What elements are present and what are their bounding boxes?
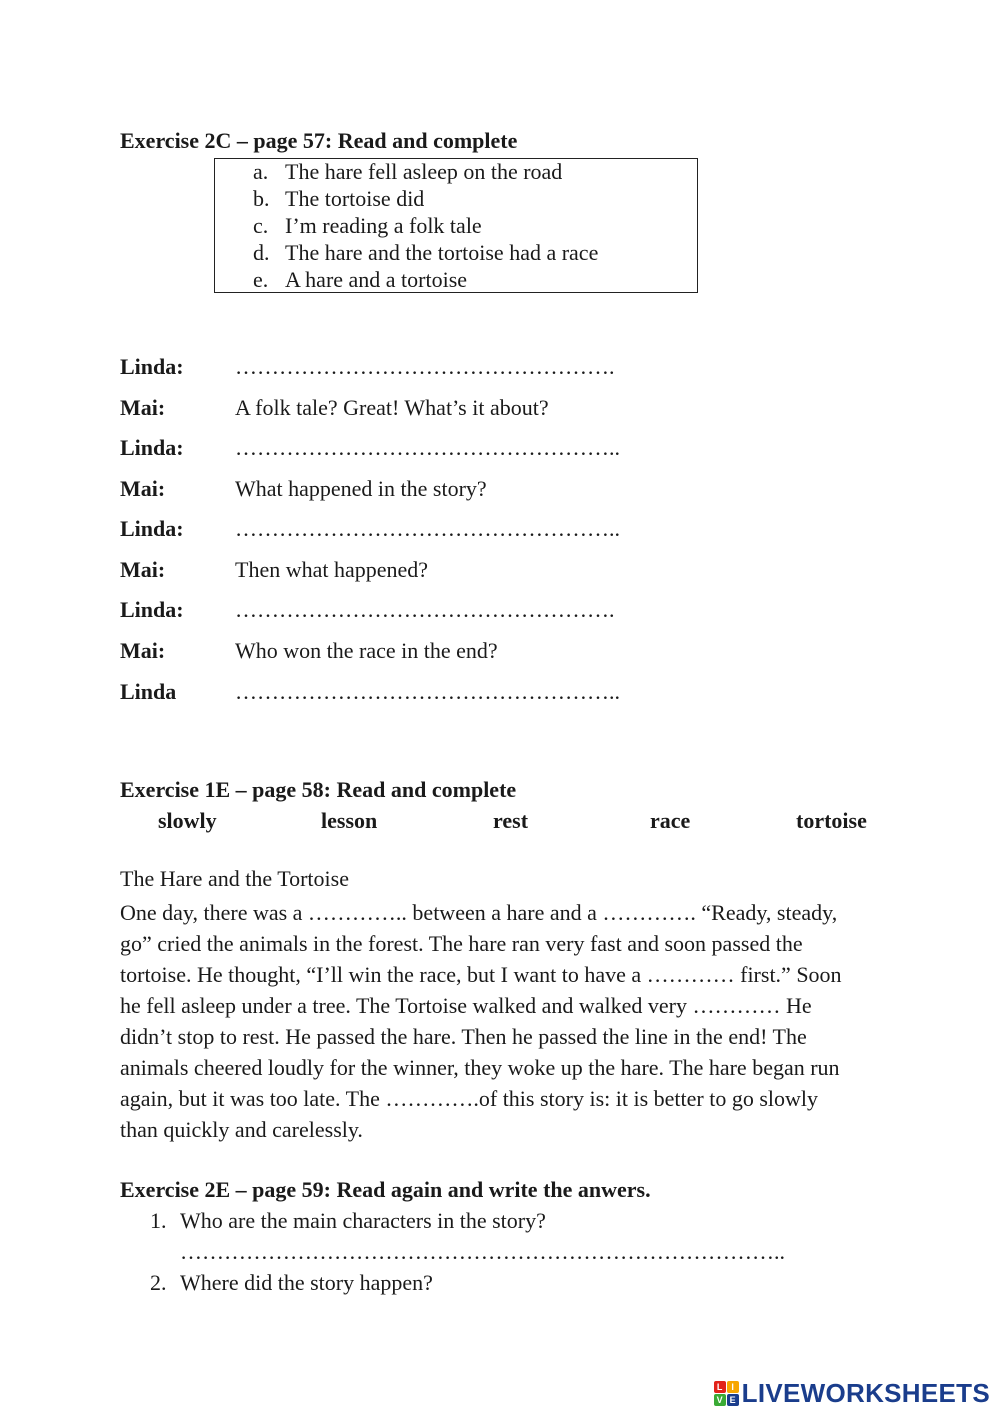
word-bank-item: rest [493, 808, 529, 833]
option-text: I’m reading a folk tale [285, 213, 482, 238]
word-bank-item: tortoise [796, 808, 867, 833]
option-e [253, 267, 467, 293]
story-line: One day, there was a ………….. between a hare and a …………. “Ready, steady, [120, 900, 838, 925]
option-c [253, 213, 482, 239]
logo-badge-icon [714, 1381, 739, 1406]
speaker-label: Mai: [120, 638, 166, 663]
option-a [253, 159, 562, 185]
option-text: A hare and a tortoise [285, 267, 468, 292]
answer-blank-2[interactable]: …………………………………………….. [235, 435, 620, 460]
option-text: The tortoise did [285, 186, 425, 211]
answer-blank-3[interactable]: …………………………………………….. [235, 516, 620, 541]
dialogue-line: What happened in the story? [235, 476, 487, 501]
story-line: animals cheered loudly for the winner, they woke up the hare. The hare began run [120, 1055, 840, 1080]
story-title: The Hare and the Tortoise [120, 866, 349, 891]
logo-badge-letter: I [727, 1381, 739, 1393]
answer-blank-q1[interactable]: ……………………………………………………………………….. [180, 1239, 785, 1264]
answer-blank-1[interactable]: ……………………………………………. [235, 354, 615, 379]
logo-badge-letter: L [714, 1381, 726, 1393]
speaker-label: Linda: [120, 597, 184, 622]
word-bank-item: race [650, 808, 691, 833]
logo-badge-letter: E [727, 1394, 739, 1406]
exercise-2e-title: Exercise 2E – page 59: Read again and write the anwers. [120, 1177, 651, 1202]
story-line: didn’t stop to rest. He passed the hare. Then he passed the line in the end! The [120, 1024, 807, 1049]
story-line: tortoise. He thought, “I’ll win the race, but I want to have a ………… first.” Soon [120, 962, 842, 987]
speaker-label: Mai: [120, 557, 166, 582]
dialogue-line: Then what happened? [235, 557, 429, 582]
story-line: go” cried the animals in the forest. The hare ran very fast and soon passed the [120, 931, 803, 956]
speaker-label: Linda [120, 679, 177, 704]
option-letter: c. [253, 213, 269, 238]
speaker-label: Mai: [120, 476, 166, 501]
option-letter: e. [253, 267, 269, 292]
exercise-2c-title: Exercise 2C – page 57: Read and complete [120, 128, 518, 153]
answer-blank-4[interactable]: ……………………………………………. [235, 597, 615, 622]
story-line: again, but it was too late. The ………….of this story is: it is better to go slowly [120, 1086, 819, 1111]
speaker-label: Mai: [120, 395, 166, 420]
question-number: 1. [150, 1208, 167, 1233]
speaker-label: Linda: [120, 516, 184, 541]
option-letter: b. [253, 186, 270, 211]
option-text: The hare fell asleep on the road [285, 159, 563, 184]
options-box [214, 158, 698, 293]
exercise-1e-title: Exercise 1E – page 58: Read and complete [120, 777, 517, 802]
word-bank-item: lesson [321, 808, 378, 833]
question-number: 2. [150, 1270, 167, 1295]
story-line: he fell asleep under a tree. The Tortoise walked and walked very ………… He [120, 993, 812, 1018]
speaker-label: Linda: [120, 354, 184, 379]
option-b [253, 186, 424, 212]
option-letter: d. [253, 240, 270, 265]
answer-blank-5[interactable]: …………………………………………….. [235, 679, 620, 704]
dialogue-line: Who won the race in the end? [235, 638, 498, 663]
word-bank-item: slowly [158, 808, 217, 833]
option-text: The hare and the tortoise had a race [285, 240, 599, 265]
option-d [253, 240, 598, 266]
speaker-label: Linda: [120, 435, 184, 460]
logo-badge-letter: V [714, 1394, 726, 1406]
question-text: Where did the story happen? [180, 1270, 433, 1295]
question-text: Who are the main characters in the story? [180, 1208, 546, 1233]
dialogue-line: A folk tale? Great! What’s it about? [235, 395, 549, 420]
option-letter: a. [253, 159, 269, 184]
story-line: than quickly and carelessly. [120, 1117, 363, 1142]
liveworksheets-logo [714, 1378, 990, 1409]
logo-text: LIVEWORKSHEETS [741, 1378, 990, 1408]
